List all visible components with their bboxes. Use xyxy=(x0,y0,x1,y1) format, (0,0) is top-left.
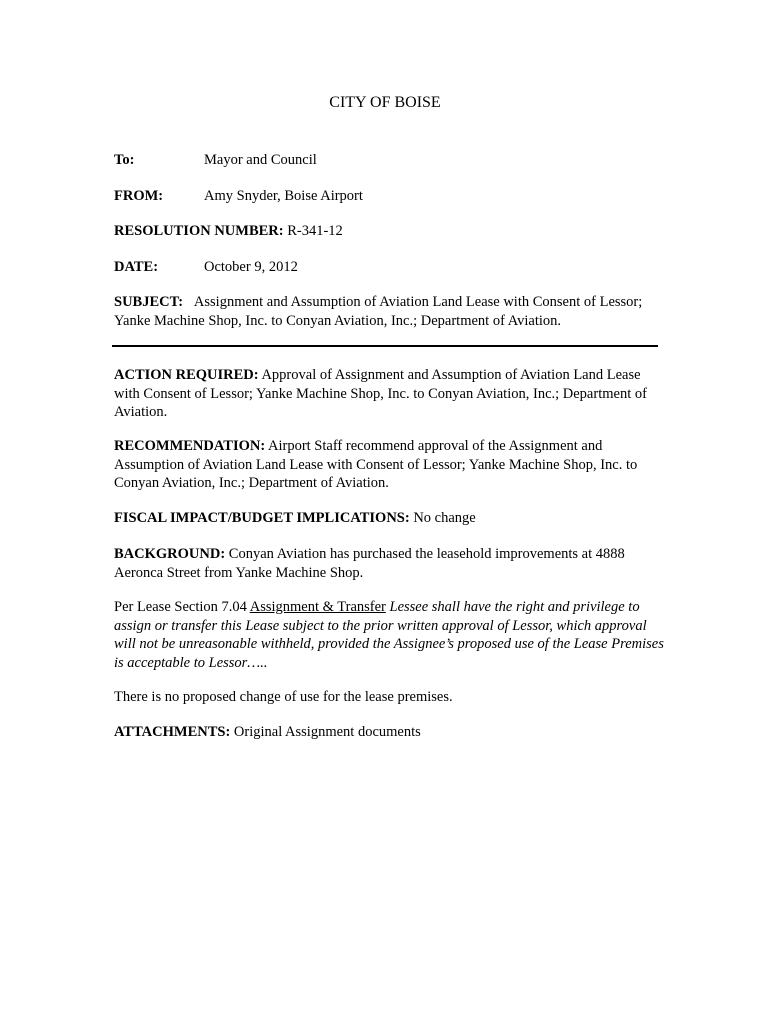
resolution-field xyxy=(114,222,343,240)
recommendation-label: RECOMMENDATION: xyxy=(114,438,266,454)
no-change-text: There is no proposed change of use for the lease premises. xyxy=(114,689,453,705)
action-label: ACTION REQUIRED: xyxy=(114,367,259,383)
from-label: FROM: xyxy=(114,188,164,204)
recommendation-value: Airport Staff recommend approval of the Assignment and Assumption of Aviation Land Lease with Consent of Lessor; Yanke Machine Shop, Inc. to Conyan Aviation, Inc.; Department of Aviation. xyxy=(114,438,638,491)
action-value: Approval of Assignment and Assumption of Aviation Land Lease with Consent of Lessor; Yanke Machine Shop, Inc. to Conyan Aviation, Inc.; Department of Aviation. xyxy=(114,367,647,420)
action-required-paragraph xyxy=(114,366,664,422)
lease-intro: Per Lease Section 7.04 xyxy=(114,599,247,615)
to-field xyxy=(114,151,317,169)
fiscal-value: No change xyxy=(413,510,476,526)
from-value: Amy Snyder, Boise Airport xyxy=(204,188,363,204)
attachments-value: Original Assignment documents xyxy=(233,724,421,740)
background-value: Conyan Aviation has purchased the leasehold improvements at 4888 Aeronca Street from Yanke Machine Shop. xyxy=(114,546,625,581)
lease-section-title: Assignment & Transfer xyxy=(249,599,386,615)
date-value: October 9, 2012 xyxy=(204,259,298,275)
subject-field xyxy=(114,293,664,330)
attachments-paragraph xyxy=(114,723,664,742)
fiscal-impact-paragraph xyxy=(114,509,664,528)
recommendation-paragraph xyxy=(114,437,664,493)
lease-quote: Lessee shall have the right and privilege to assign or transfer this Lease subject to the prior written approval of Lessor, which approval will not be unreasonable withheld, provided the Assignee’s proposed use of the Lease Premises is acceptable to Lessor….. xyxy=(114,599,664,671)
to-value: Mayor and Council xyxy=(204,152,317,168)
lease-section-paragraph xyxy=(114,598,664,672)
fiscal-label: FISCAL IMPACT/BUDGET IMPLICATIONS: xyxy=(114,510,410,526)
to-label: To: xyxy=(114,152,135,168)
background-label: BACKGROUND: xyxy=(114,546,226,562)
attachments-label: ATTACHMENTS: xyxy=(114,724,231,740)
document-title: CITY OF BOISE xyxy=(329,94,441,111)
resolution-label: RESOLUTION NUMBER: xyxy=(114,223,284,239)
resolution-value: R-341-12 xyxy=(287,223,343,239)
background-paragraph xyxy=(114,545,664,582)
subject-label: SUBJECT: xyxy=(114,294,184,310)
date-field xyxy=(114,258,298,276)
no-change-paragraph xyxy=(114,688,664,707)
header-divider xyxy=(112,345,658,347)
from-field xyxy=(114,187,363,205)
date-label: DATE: xyxy=(114,259,159,275)
subject-value: Assignment and Assumption of Aviation Land Lease with Consent of Lessor; Yanke Machine Shop, Inc. to Conyan Aviation, Inc.; Department of Aviation. xyxy=(114,294,643,329)
